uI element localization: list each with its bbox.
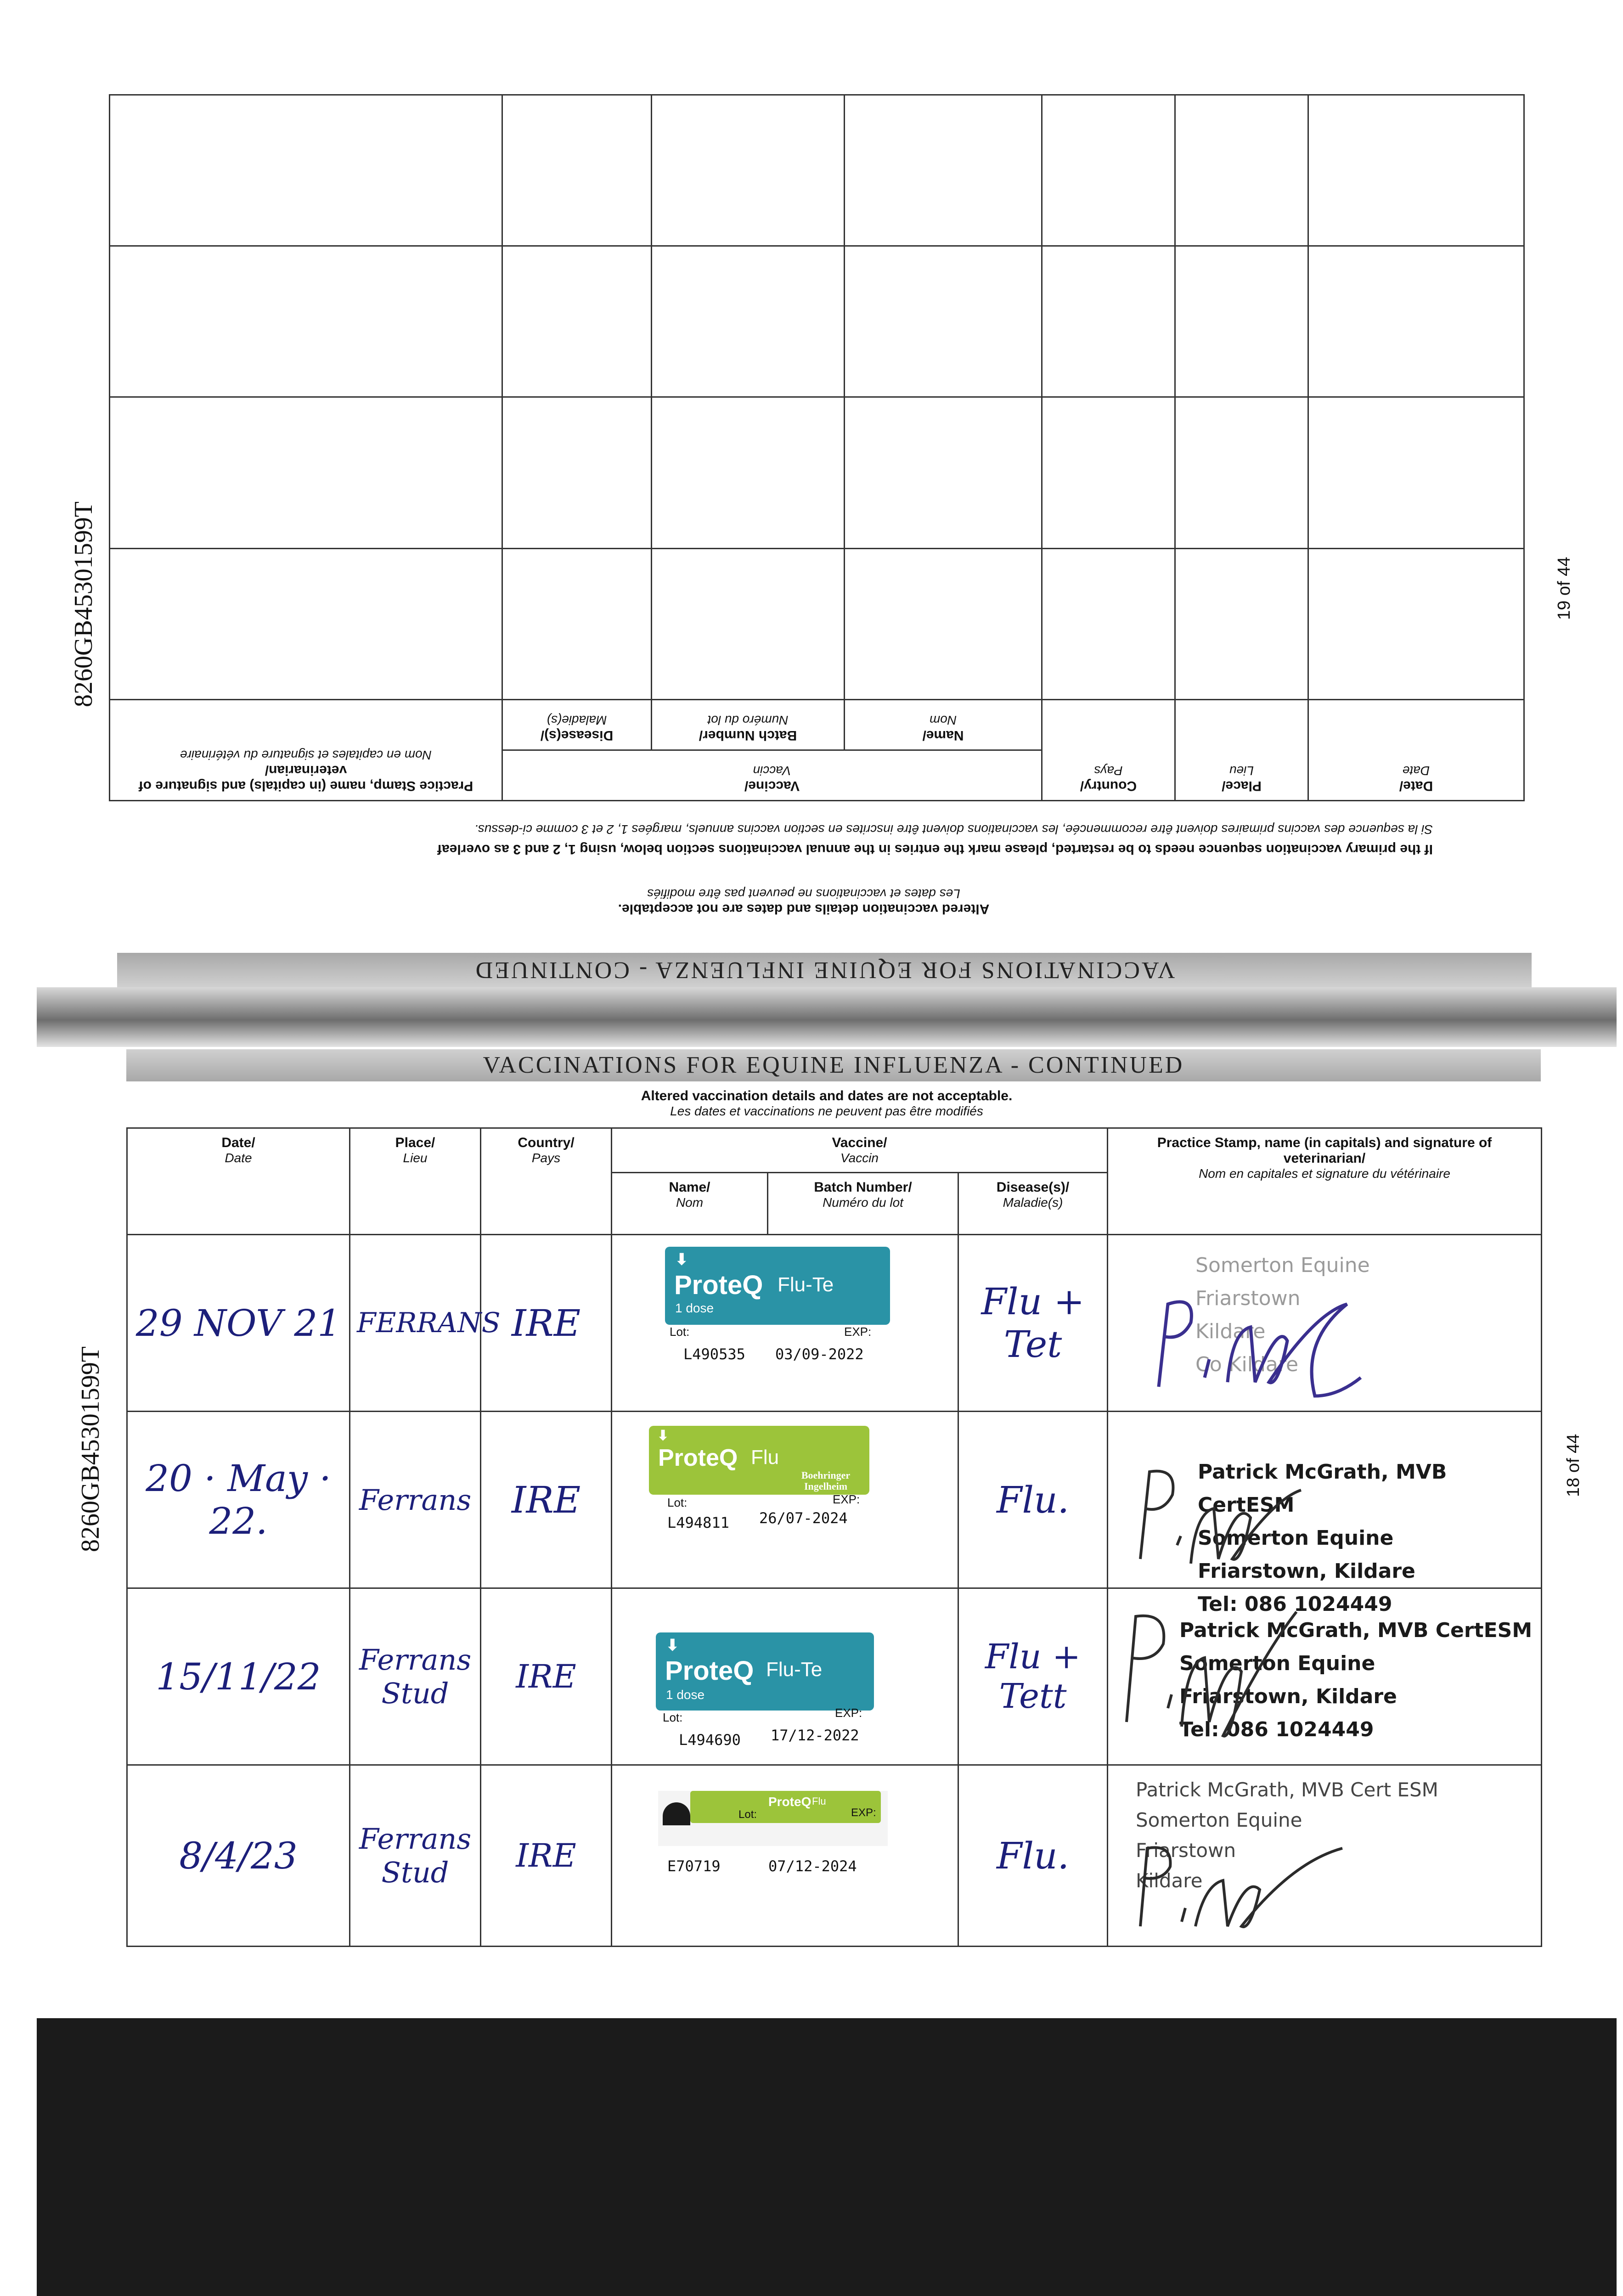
vaccine-sticker: [649, 1426, 869, 1495]
vaccination-row: [127, 1412, 1542, 1588]
sticker-product: Flu: [751, 1446, 779, 1469]
primary-note-en: If the primary vaccination sequence needs to be restarted, please mark the entries in the annual vaccinations section below, using 1, 2 and 3 as overleaf: [437, 842, 1433, 857]
expiry-date: 26/07-2024: [759, 1509, 848, 1527]
upper-empty-row: [109, 548, 1524, 699]
expiry-date: 07/12-2024: [768, 1857, 857, 1875]
row-vaccine-cell: [612, 1588, 958, 1765]
row-place: Ferrans: [350, 1412, 481, 1588]
exp-label: EXP:: [833, 1492, 860, 1506]
stamp-line: Friarstown: [1136, 1839, 1236, 1862]
row-date: 15/11/22: [127, 1588, 350, 1765]
upper-notice-bold: Altered vaccination details and dates are not acceptable.: [618, 901, 990, 917]
header-date: Date/ Date: [127, 1128, 350, 1235]
stamp-line: Somerton Equine: [1179, 1652, 1375, 1675]
arrow-down-icon: ⬇: [666, 1637, 679, 1654]
stamp-line: Patrick McGrath, MVB Cert ESM: [1136, 1778, 1438, 1801]
vaccine-sticker: [656, 1632, 874, 1711]
exp-label: EXP:: [851, 1806, 876, 1819]
header-batch: Batch Number/ Numéro du lot: [652, 700, 845, 750]
arrow-down-icon: ⬇: [657, 1428, 669, 1443]
lot-number: L494811: [667, 1514, 729, 1531]
row-stamp: [1108, 1412, 1542, 1616]
stamp-line: Somerton Equine: [1195, 1254, 1370, 1277]
lower-notice-bold: Altered vaccination details and dates are not acceptable.: [641, 1088, 1013, 1103]
header-batch: Batch Number/ Numéro du lot: [768, 1173, 958, 1235]
lower-notice: [459, 1088, 1194, 1119]
row-country: IRE: [481, 1412, 612, 1588]
stamp-line: Somerton Equine: [1198, 1526, 1394, 1550]
lot-label: Lot:: [667, 1496, 688, 1509]
expiry-date: 03/09-2022: [775, 1345, 864, 1363]
header-name: Name/ Nom: [845, 700, 1042, 750]
row-vaccine-cell: [612, 1765, 958, 1947]
lower-notice-italic: Les dates et vaccinations ne peuvent pas être modifiés: [670, 1104, 983, 1118]
lower-banner: VACCINATIONS FOR EQUINE INFLUENZA - CONTINUED: [126, 1049, 1541, 1081]
header-country: Country/ Pays: [481, 1128, 612, 1235]
scan-shadow-band: [37, 2018, 1617, 2296]
sticker-maker: Boehringer Ingelheim: [801, 1469, 851, 1492]
header-date: Date/ Date: [1308, 700, 1524, 801]
stamp-line: Tel: 086 1024449: [1179, 1718, 1374, 1741]
upper-vaccination-table: [110, 94, 1525, 801]
header-disease: Disease(s)/ Maladie(s): [958, 1173, 1108, 1235]
upper-page: [0, 0, 1623, 987]
sticker-dose: 1 dose: [666, 1688, 705, 1702]
row-date: 29 NOV 21: [127, 1235, 350, 1412]
sticker-brand: ProteQ: [658, 1445, 738, 1471]
row-date: 20 · May · 22.: [127, 1412, 350, 1588]
header-place: Place/ Lieu: [1175, 700, 1308, 801]
upper-notice: [459, 886, 1148, 917]
lot-label: Lot:: [663, 1711, 683, 1724]
arrow-down-icon: ⬇: [675, 1251, 688, 1268]
upper-empty-row: [109, 397, 1524, 548]
upper-banner: VACCINATIONS FOR EQUINE INFLUENZA - CONTINUED: [117, 953, 1532, 987]
stamp-line: Patrick McGrath, MVB CertESM: [1179, 1619, 1533, 1642]
vaccine-sticker: [665, 1247, 890, 1325]
stamp-line: Patrick McGrath, MVB CertESM: [1198, 1460, 1447, 1517]
lower-vaccination-table: [126, 1127, 1541, 1945]
stamp-line: Co Kildare: [1195, 1353, 1299, 1376]
veterinarian-signature: [1127, 1835, 1365, 1936]
upper-notice-italic: Les dates et vaccinations ne peuvent pas être modifiés: [647, 887, 960, 901]
sticker-dose: 1 dose: [675, 1301, 714, 1315]
page-number-upper: 19 of 44: [1555, 557, 1574, 620]
row-place: FERRANS: [350, 1235, 481, 1412]
row-vaccine-cell: [612, 1412, 958, 1588]
vaccination-row: [127, 1588, 1542, 1765]
lot-number: E70719: [667, 1857, 721, 1875]
page-fold: [37, 987, 1617, 1047]
row-disease: Flu.: [958, 1412, 1108, 1588]
veterinarian-signature: [1140, 1277, 1398, 1405]
veterinarian-signature: [1113, 1603, 1315, 1754]
vaccination-row: [127, 1235, 1542, 1412]
header-vaccine: Vaccine/ Vaccin: [502, 750, 1042, 801]
document-id-lower: 8260GB45301599T: [76, 1346, 105, 1552]
row-place: Ferrans Stud: [350, 1765, 481, 1947]
sticker-brand: ProteQ: [768, 1795, 812, 1809]
stamp-line: Friarstown: [1195, 1287, 1301, 1310]
exp-label: EXP:: [844, 1325, 872, 1339]
row-stamp: [1108, 1235, 1542, 1412]
row-disease: Flu + Tet: [958, 1235, 1108, 1412]
sticker-product: Flu-Te: [778, 1273, 834, 1296]
header-name: Name/ Nom: [612, 1173, 768, 1235]
document-id-upper: 8260GB45301599T: [69, 501, 98, 707]
upper-empty-row: [109, 246, 1524, 397]
upper-empty-row: [109, 95, 1524, 246]
lot-label: Lot:: [670, 1325, 690, 1339]
exp-label: EXP:: [835, 1706, 862, 1720]
row-country: IRE: [481, 1588, 612, 1765]
sticker-product: Flu: [812, 1795, 826, 1807]
row-disease: Flu.: [958, 1765, 1108, 1947]
header-disease: Disease(s)/ Maladie(s): [502, 700, 651, 750]
stamp-line: Somerton Equine: [1136, 1809, 1302, 1831]
header-country: Country/ Pays: [1042, 700, 1175, 801]
stamp-line: Friarstown, Kildare: [1179, 1685, 1397, 1708]
stamp-line: Tel: 086 1024449: [1198, 1593, 1392, 1616]
primary-note-fr: Si la sequence des vaccins primaires doivent être recommencée, les vaccinations doivent être inscrites en section vaccins annuels, margées 1, 2 et 3 comme ci-dessus.: [474, 822, 1433, 837]
vaccination-row: [127, 1765, 1542, 1947]
row-place: Ferrans Stud: [350, 1588, 481, 1765]
sticker-brand: ProteQ: [674, 1270, 763, 1300]
vaccine-sticker: [690, 1791, 881, 1823]
page-number-lower: 18 of 44: [1564, 1434, 1583, 1497]
header-vaccine: Vaccine/ Vaccin: [612, 1128, 1108, 1173]
sticker-product: Flu-Te: [766, 1658, 823, 1681]
header-stamp: Practice Stamp, name (in capitals) and signature of veterinarian/ Nom en capitales et signature du vétérinaire: [109, 700, 502, 801]
row-country: IRE: [481, 1235, 612, 1412]
header-stamp: Practice Stamp, name (in capitals) and signature of veterinarian/ Nom en capitales et signature du vétérinaire: [1108, 1128, 1542, 1235]
upper-primary-note: [193, 822, 1433, 857]
row-vaccine-cell: [612, 1235, 958, 1412]
veterinarian-signature: [1127, 1458, 1319, 1577]
lot-number: L490535: [683, 1345, 745, 1363]
row-stamp: [1108, 1588, 1542, 1765]
row-date: 8/4/23: [127, 1765, 350, 1947]
row-country: IRE: [481, 1765, 612, 1947]
row-disease: Flu + Tett: [958, 1588, 1108, 1765]
sticker-brand: ProteQ: [665, 1656, 754, 1686]
lot-number: L494690: [679, 1731, 741, 1749]
row-stamp: [1108, 1765, 1542, 1947]
lot-label: Lot:: [738, 1808, 757, 1821]
expiry-date: 17/12-2022: [771, 1727, 859, 1744]
stamp-line: Kildare: [1195, 1320, 1266, 1343]
stamp-line: Kildare: [1136, 1869, 1203, 1892]
stamp-line: Friarstown, Kildare: [1198, 1559, 1415, 1583]
header-place: Place/ Lieu: [350, 1128, 481, 1235]
